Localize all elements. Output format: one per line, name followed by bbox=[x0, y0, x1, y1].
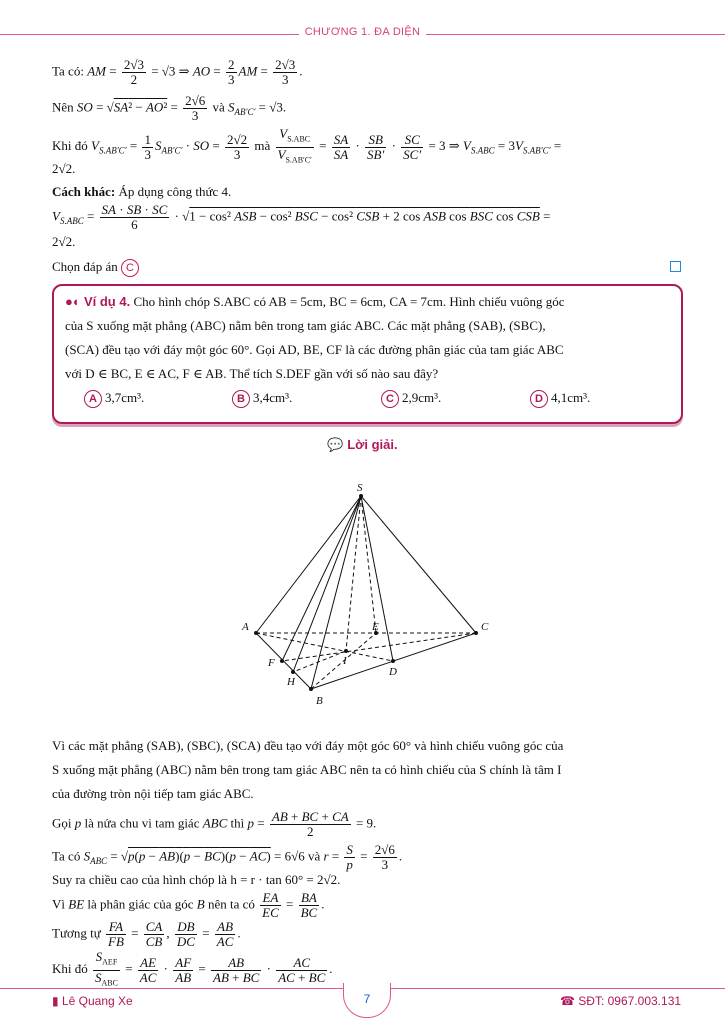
phone-icon: ☎ bbox=[560, 994, 575, 1008]
footer-author: ▮ Lê Quang Xe bbox=[52, 994, 133, 1008]
example-line-1: ●◐ Ví dụ 4. Cho hình chóp S.ABC có AB = 5cm, BC = 6cm, CA = 7cm. Hình chiếu vuông góc bbox=[65, 294, 565, 309]
line-3b: 2√2. bbox=[52, 161, 76, 176]
sol-line-3: của đường tròn nội tiếp tam giác ABC. bbox=[52, 786, 254, 801]
edge-SB bbox=[311, 496, 361, 689]
sol-line-5: Ta có $S_{ABC} = √p(p - AB)(p - BC)(p - AC) = 6√6$ và r = $\frac{S}{p}$ = $\frac{2√6}{3}$ . bbox=[52, 842, 403, 872]
answer-line: Chọn đáp án C bbox=[52, 258, 139, 277]
edge-SH bbox=[293, 496, 361, 672]
sol-line-9: Khi đó $\frac{S_{AEF}}{S_{ABC}}$ = $\frac{AE}{AC}$ · $\frac{AF}{AB}$ = $\frac{AB}{AB + BC}$ · $\frac{AC}{AC + BC}$ . bbox=[52, 949, 333, 988]
edge-SI bbox=[346, 496, 361, 651]
sol-line-7: Vì BE là phân giác của góc B nên ta có $\frac{EA}{EC}$ = $\frac{BA}{BC}$ . bbox=[52, 890, 325, 920]
footer-phone: ☎ SĐT: 0967.003.131 bbox=[560, 994, 682, 1008]
text-ta-co: Ta có: bbox=[52, 63, 88, 79]
sol-line-8: Tương tự $\frac{FA}{FB}$ = $\frac{CA}{CB}$ , $\frac{DB}{DC}$ = $\frac{AB}{AC}$ . bbox=[52, 919, 241, 949]
option-a[interactable]: A 3,7cm³. bbox=[84, 390, 144, 408]
answer-badge: C bbox=[121, 259, 139, 277]
speech-bubble-icon: 💬 bbox=[327, 437, 344, 452]
example-line-3: (SCA) đều tạo với đáy một góc 60°. Gọi AD, BE, CF là các đường phân giác của tam giác ABC bbox=[65, 342, 564, 357]
option-b[interactable]: B 3,4cm³. bbox=[232, 390, 292, 408]
edge-SC bbox=[361, 496, 476, 633]
label-D: D bbox=[389, 666, 397, 678]
qed-square-icon bbox=[670, 261, 681, 272]
label-F: F bbox=[268, 657, 275, 669]
option-d[interactable]: D 4,1cm³. bbox=[530, 390, 590, 408]
label-I: I bbox=[343, 655, 347, 667]
document-icon: ▮ bbox=[52, 994, 59, 1008]
alt-method: Cách khác: Áp dụng công thức 4. bbox=[52, 184, 232, 199]
page-number: 7 bbox=[343, 983, 391, 1018]
example-line-2: của S xuống mặt phẳng (ABC) nằm bên trong tam giác ABC. Các mặt phẳng (SAB), (SBC), bbox=[65, 318, 546, 333]
pyramid-figure bbox=[230, 478, 500, 708]
line-3: Khi đó $V_{S.AB'C'}$ = $\frac{1}{3}$ $S_{AB'C'}$ · SO = $\frac{2√2}{3}$ mà $\frac{V_{S.ABC}}{V_{S.AB'C'}}$ = $\frac{SA}{SA}$ · $\frac{SB}{SB'}$ · $\frac{SC}{SC'}$ = 3 ⇒ $V_{S.ABC} = 3V_{S.AB'C'}$ = bbox=[52, 126, 562, 165]
sol-line-6: Suy ra chiều cao của hình chóp là h = r · tan 60° = 2√2. bbox=[52, 872, 341, 887]
chapter-header: CHƯƠNG 1. ĐA DIỆN bbox=[0, 26, 725, 38]
line-5b: 2√2. bbox=[52, 234, 76, 249]
edge-IH bbox=[293, 651, 346, 672]
edge-SE bbox=[361, 496, 376, 633]
edge-CF bbox=[282, 633, 476, 661]
label-S: S bbox=[357, 482, 363, 494]
sol-line-4: Gọi p là nửa chu vi tam giác ABC thì p = $\frac{AB + BC + CA}{2}$ = 9. bbox=[52, 809, 377, 839]
label-H: H bbox=[287, 676, 295, 688]
edge-SD bbox=[361, 496, 393, 661]
line-5: $V_{S.ABC}$ = $\frac{SA \cdot SB \cdot SC}{6}$ · √1 − cos² ASB − cos² BSC − cos² CSB + 2 cos ASB cos BSC cos CSB = bbox=[52, 202, 551, 232]
label-A: A bbox=[242, 621, 249, 633]
example-line-4: với D ∈ BC, E ∈ AC, F ∈ AB. Thể tích S.DEF gần với số nào sau đây? bbox=[65, 366, 439, 381]
edge-SA bbox=[256, 496, 361, 633]
solution-title: 💬 Lời giải. bbox=[327, 437, 398, 452]
label-E: E bbox=[372, 621, 379, 633]
label-C: C bbox=[481, 621, 489, 633]
label-B: B bbox=[316, 695, 323, 707]
sol-line-2: S xuống mặt phẳng (ABC) nằm bên trong tam giác ABC nên ta có hình chiếu của S chính là tâm I bbox=[52, 762, 562, 777]
example-icon: ●◐ bbox=[65, 294, 81, 309]
edge-SF bbox=[282, 496, 361, 661]
line-2: Nên SO = √SA² − AO² = $\frac{2√6}{3}$ và $S_{AB'C'} = √3$. bbox=[52, 93, 287, 123]
sol-line-1: Vì các mặt phẳng (SAB), (SBC), (SCA) đều tạo với đáy một góc 60° và hình chiếu vuông góc của bbox=[52, 738, 564, 753]
option-c[interactable]: C 2,9cm³. bbox=[381, 390, 441, 408]
line-1: Ta có: AM = $\frac{2√3}{2}$ = √3 ⇒ AO = $\frac{2}{3}$ AM = $\frac{2√3}{3}$ . bbox=[52, 57, 303, 87]
